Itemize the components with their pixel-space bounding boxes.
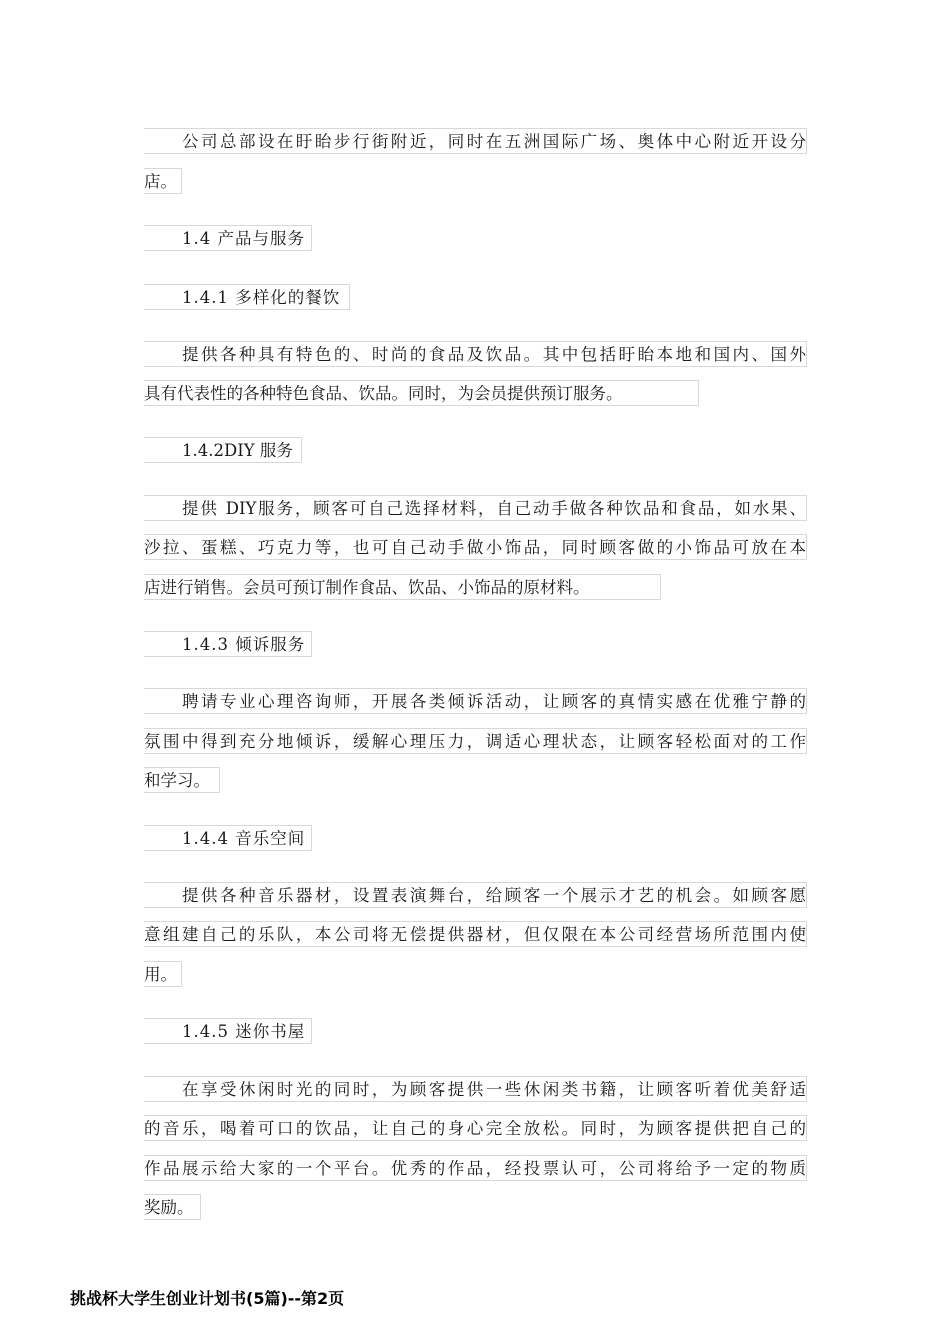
- paragraph-line: 用。: [144, 961, 182, 987]
- section-heading: 1.4.2DIY 服务: [144, 437, 302, 463]
- paragraph-line: 意组建自己的乐队，本公司将无偿提供器材，但仅限在本公司经营场所范围内使: [144, 921, 807, 947]
- page-footer: 挑战杯大学生创业计划书(5篇)--第2页: [70, 1289, 345, 1308]
- section-heading: 1.4.1 多样化的餐饮: [144, 284, 350, 310]
- paragraph-line: 店。: [144, 168, 182, 194]
- paragraph-line: 具有代表性的各种特色食品、饮品。同时，为会员提供预订服务。: [144, 380, 699, 406]
- paragraph-line: 沙拉、蛋糕、巧克力等，也可自己动手做小饰品，同时顾客做的小饰品可放在本: [144, 534, 807, 560]
- paragraph-line: 提供 DIY服务，顾客可自己选择材料，自己动手做各种饮品和食品，如水果、: [144, 495, 807, 521]
- paragraph-line: 的音乐，喝着可口的饮品，让自己的身心完全放松。同时，为顾客提供把自己的: [144, 1115, 807, 1141]
- paragraph-line: 奖励。: [144, 1194, 201, 1220]
- section-heading: 1.4.3 倾诉服务: [144, 631, 312, 657]
- paragraph-line: 提供各种音乐器材，设置表演舞台，给顾客一个展示才艺的机会。如顾客愿: [144, 882, 807, 908]
- paragraph-line: 作品展示给大家的一个平台。优秀的作品，经投票认可，公司将给予一定的物质: [144, 1155, 807, 1181]
- section-heading: 1.4 产品与服务: [144, 225, 312, 251]
- paragraph-line: 提供各种具有特色的、时尚的食品及饮品。其中包括盱眙本地和国内、国外: [144, 341, 807, 367]
- section-heading: 1.4.5 迷你书屋: [144, 1018, 312, 1044]
- paragraph-line: 聘请专业心理咨询师，开展各类倾诉活动，让顾客的真情实感在优雅宁静的: [144, 688, 807, 714]
- paragraph-line: 在享受休闲时光的同时，为顾客提供一些休闲类书籍，让顾客听着优美舒适: [144, 1076, 807, 1102]
- paragraph-line: 公司总部设在盱眙步行街附近，同时在五洲国际广场、奥体中心附近开设分: [144, 128, 807, 154]
- paragraph-line: 店进行销售。会员可预订制作食品、饮品、小饰品的原材料。: [144, 574, 661, 600]
- paragraph-line: 和学习。: [144, 767, 220, 793]
- paragraph-line: 氛围中得到充分地倾诉，缓解心理压力，调适心理状态，让顾客轻松面对的工作: [144, 728, 807, 754]
- section-heading: 1.4.4 音乐空间: [144, 825, 312, 851]
